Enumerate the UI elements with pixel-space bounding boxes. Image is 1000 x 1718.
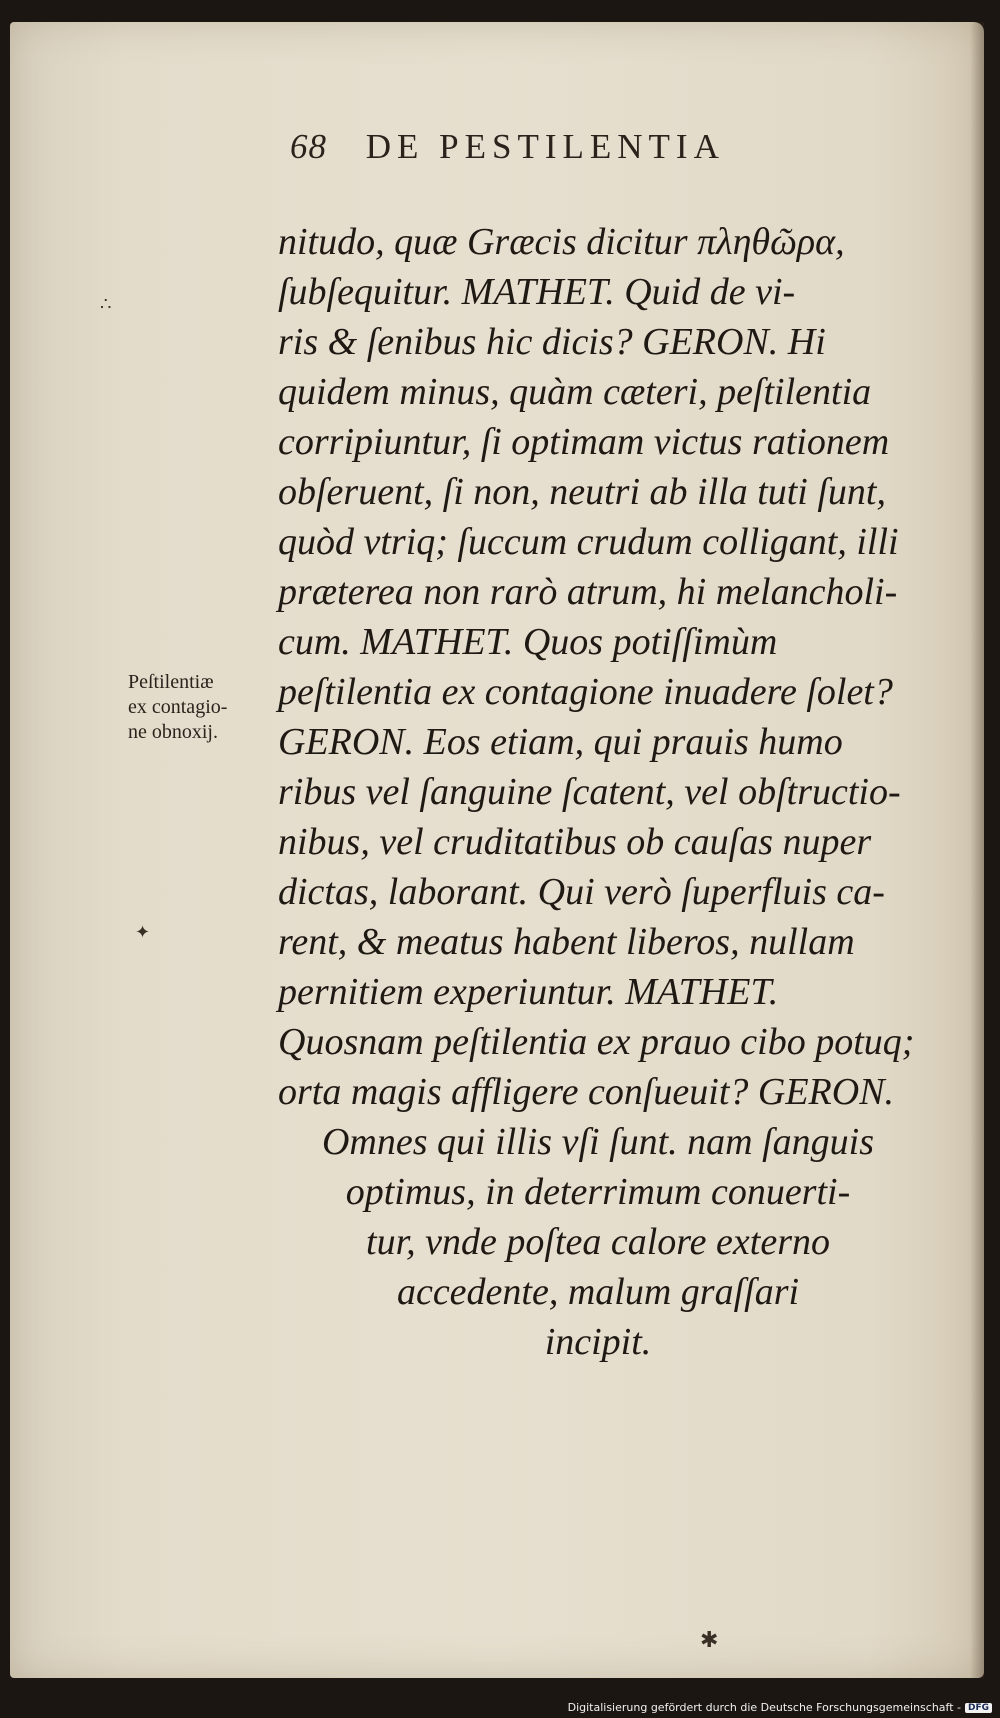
text-line: ris & ſenibus hic dicis? GERON. Hi <box>278 321 826 363</box>
text-line: dictas, laborant. Qui verò ſuperfluis ca- <box>278 871 885 913</box>
text-line: accedente, malum graſſari <box>396 1271 800 1313</box>
text-line: orta magis affligere conſueuit? GERON. <box>278 1071 895 1113</box>
digitization-credit <box>568 1701 992 1714</box>
text-line: optimus, in deterrimum conuerti- <box>345 1171 851 1213</box>
text-line: cum. MATHET. Quos potiſſimùm <box>278 621 778 663</box>
running-title: DE PESTILENTIA <box>365 127 725 166</box>
page-number: 68 <box>290 127 327 166</box>
text-line: quòd vtriq; ſuccum crudum colligant, illi <box>278 521 899 563</box>
margin-mark: ∴ <box>100 294 112 314</box>
text-line: tur, vnde poſtea calore externo <box>366 1221 830 1263</box>
text-line: corripiuntur, ſi optimam victus rationem <box>278 421 890 463</box>
margin-mark: ✦ <box>135 922 151 942</box>
text-line: peſtilentia ex contagione inuadere ſolet? <box>278 671 893 713</box>
text-line: incipit. <box>544 1321 652 1363</box>
book-page <box>10 22 984 1678</box>
page-edge-shadow <box>970 22 984 1678</box>
text-line: Omnes qui illis vſi ſunt. nam ſanguis <box>321 1121 875 1163</box>
credit-text: Digitalisierung gefördert durch die Deutsche Forschungsgemeinschaft - <box>567 1701 961 1714</box>
margin-note-line: ne obnoxij. <box>128 721 218 743</box>
body-text <box>278 217 918 1367</box>
margin-note <box>128 670 227 745</box>
text-line: præterea non rarò atrum, hi melancholi- <box>278 571 898 613</box>
text-line: quidem minus, quàm cæteri, peſtilentia <box>278 371 872 413</box>
text-line: obſeruent, ſi non, neutri ab illa tuti ſunt, <box>278 471 886 513</box>
text-line: nibus, vel cruditatibus ob cauſas nuper <box>278 821 872 863</box>
running-header <box>290 127 725 167</box>
margin-note-line: Peſtilentiæ <box>128 671 214 693</box>
text-line: Quosnam peſtilentia ex prauo cibo potuq; <box>278 1021 915 1063</box>
page-stain-mark: ✱ <box>700 1627 719 1652</box>
text-line: GERON. Eos etiam, qui prauis humo <box>278 721 843 763</box>
text-line: nitudo, quæ Græcis dicitur πληθῶρα, <box>278 221 845 263</box>
text-line: rent, & meatus habent liberos, nullam <box>278 921 855 963</box>
margin-note-line: ex contagio- <box>128 696 228 718</box>
text-line: pernitiem experiuntur. MATHET. <box>278 971 779 1013</box>
text-line: ribus vel ſanguine ſcatent, vel obſtructio- <box>278 771 901 813</box>
dfg-logo: DFG <box>965 1703 992 1713</box>
text-line: ſubſequitur. MATHET. Quid de vi- <box>278 271 796 313</box>
